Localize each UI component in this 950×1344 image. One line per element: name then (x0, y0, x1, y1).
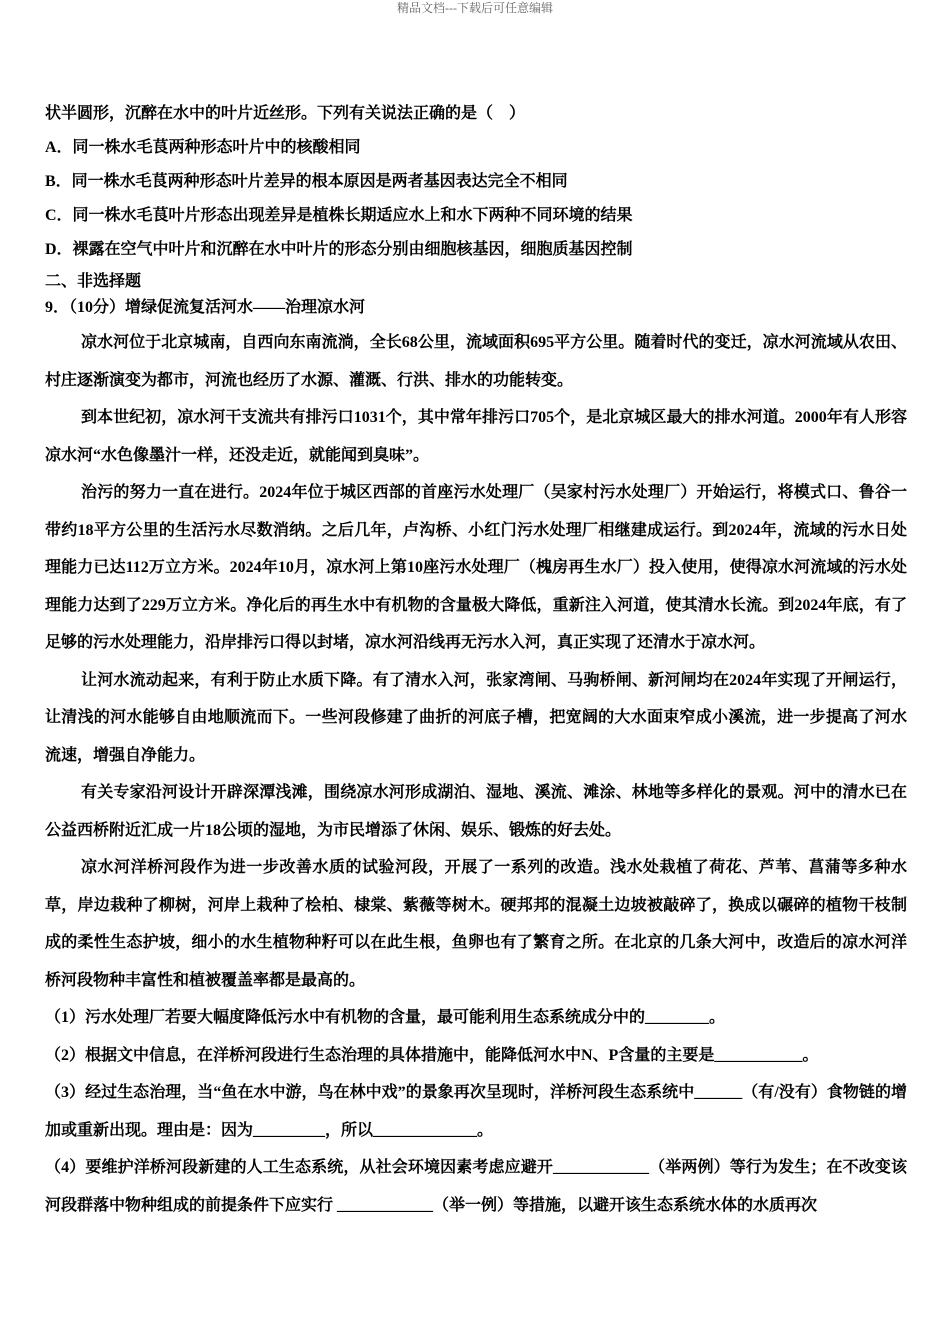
q9-paragraph-5: 有关专家沿河设计开辟深潭浅滩，围绕凉水河形成湖泊、湿地、溪流、滩涂、林地等多样化的景观。河中的清水已在公益西桥附近汇成一片18公顷的湿地，为市民增添了休闲、娱乐、锻炼的好去处。 (45, 784, 907, 839)
q8-option-c: C．同一株水毛茛叶片形态出现差异是植株长期适应水上和水下两种不同环境的结果 (45, 207, 633, 224)
q9-paragraph-3: 治污的努力一直在进行。2024年位于城区西部的首座污水处理厂（吴家村污水处理厂）开始运行，将模式口、鲁谷一带约18平方公里的生活污水尽数消纳。之后几年，卢沟桥、小红门污水处理厂相继建成运行。到2024年，流域的污水日处理能力已达112万立方米。2024年10月，凉水河上第10座污水处理厂（槐房再生水厂）投入使用，使得凉水河流域的污水处理能力达到了229万立方米。净化后的再生水中有机物的含量极大降低，重新注入河道，使其清水长流。到2024年底，有了足够的污水处理能力，沿岸排污口得以封堵，凉水河沿线再无污水入河，真正实现了还清水于凉水河。 (45, 484, 907, 651)
q9-title: 9．（10分）增绿促流复活河水——治理凉水河 (45, 299, 366, 316)
document-body (45, 97, 907, 1224)
page-header: 精品文档---下载后可任意编辑 (397, 1, 553, 15)
q8-option-b: B．同一株水毛茛两种形态叶片差异的根本原因是两者基因表达完全不相同 (45, 173, 568, 190)
section-title: 二、非选择题 (45, 273, 142, 290)
q9-paragraph-2: 到本世纪初，凉水河干支流共有排污口1031个，其中常年排污口705个，是北京城区最大的排水河道。2000年有人形容凉水河“水色像墨汁一样，还没走近，就能闻到臭味”。 (45, 409, 907, 464)
q8-option-d: D．裸露在空气中叶片和沉醉在水中叶片的形态分别由细胞核基因，细胞质基因控制 (45, 241, 633, 258)
q9-subquestion-2: （2）根据文中信息，在洋桥河段进行生态治理的具体措施中，能降低河水中N、P含量的主要是___________。 (45, 1046, 819, 1064)
q9-paragraph-6: 凉水河洋桥河段作为进一步改善水质的试验河段，开展了一系列的改造。浅水处栽植了荷花、芦苇、菖蒲等多种水草，岸边栽种了柳树，河岸上栽种了桧柏、棣棠、紫薇等树木。硬邦邦的混凝土边坡被敲碎了，换成以碾碎的植物干枝制成的柔性生态护坡，细小的水生植物种籽可以在此生根，鱼卵也有了繁育之所。在北京的几条大河中，改造后的凉水河洋桥河段物种丰富性和植被覆盖率都是最高的。 (45, 859, 907, 989)
q9-paragraph-1: 凉水河位于北京城南，自西向东南流淌，全长68公里，流域面积695平方公里。随着时代的变迁，凉水河流域从农田、村庄逐渐演变为都市，河流也经历了水源、灌溉、行洪、排水的功能转变。 (45, 334, 907, 389)
q9-subquestion-3: （3）经过生态治理，当“鱼在水中游，鸟在林中戏”的景象再次呈现时，洋桥河段生态系统中______（有/没有）食物链的增加或重新出现。理由是：因为_________，所以_____________。 (45, 1084, 907, 1139)
q8-stem-tail: 状半圆形，沉醉在水中的叶片近丝形。下列有关说法正确的是（ ） (45, 105, 526, 122)
q9-subquestion-4: （4）要维护洋桥河段新建的人工生态系统，从社会环境因素考虑应避开____________（举两例）等行为发生；在不改变该河段群落中物种组成的前提条件下应实行 ____________（举一例）等措施，以避开该生态系统水体的水质再次 (45, 1159, 907, 1214)
q9-subquestion-1: （1）污水处理厂若要大幅度降低污水中有机物的含量，最可能利用生态系统成分中的________。 (45, 1009, 726, 1026)
q9-paragraph-4: 让河水流动起来，有利于防止水质下降。有了清水入河，张家湾闸、马驹桥闸、新河闸均在2024年实现了开闸运行，让清浅的河水能够自由地顺流而下。一些河段修建了曲折的河底子槽，把宽阔的大水面束窄成小溪流，进一步提高了河水流速，增强自净能力。 (45, 671, 907, 764)
q8-option-a: A．同一株水毛茛两种形态叶片中的核酸相同 (45, 139, 361, 156)
